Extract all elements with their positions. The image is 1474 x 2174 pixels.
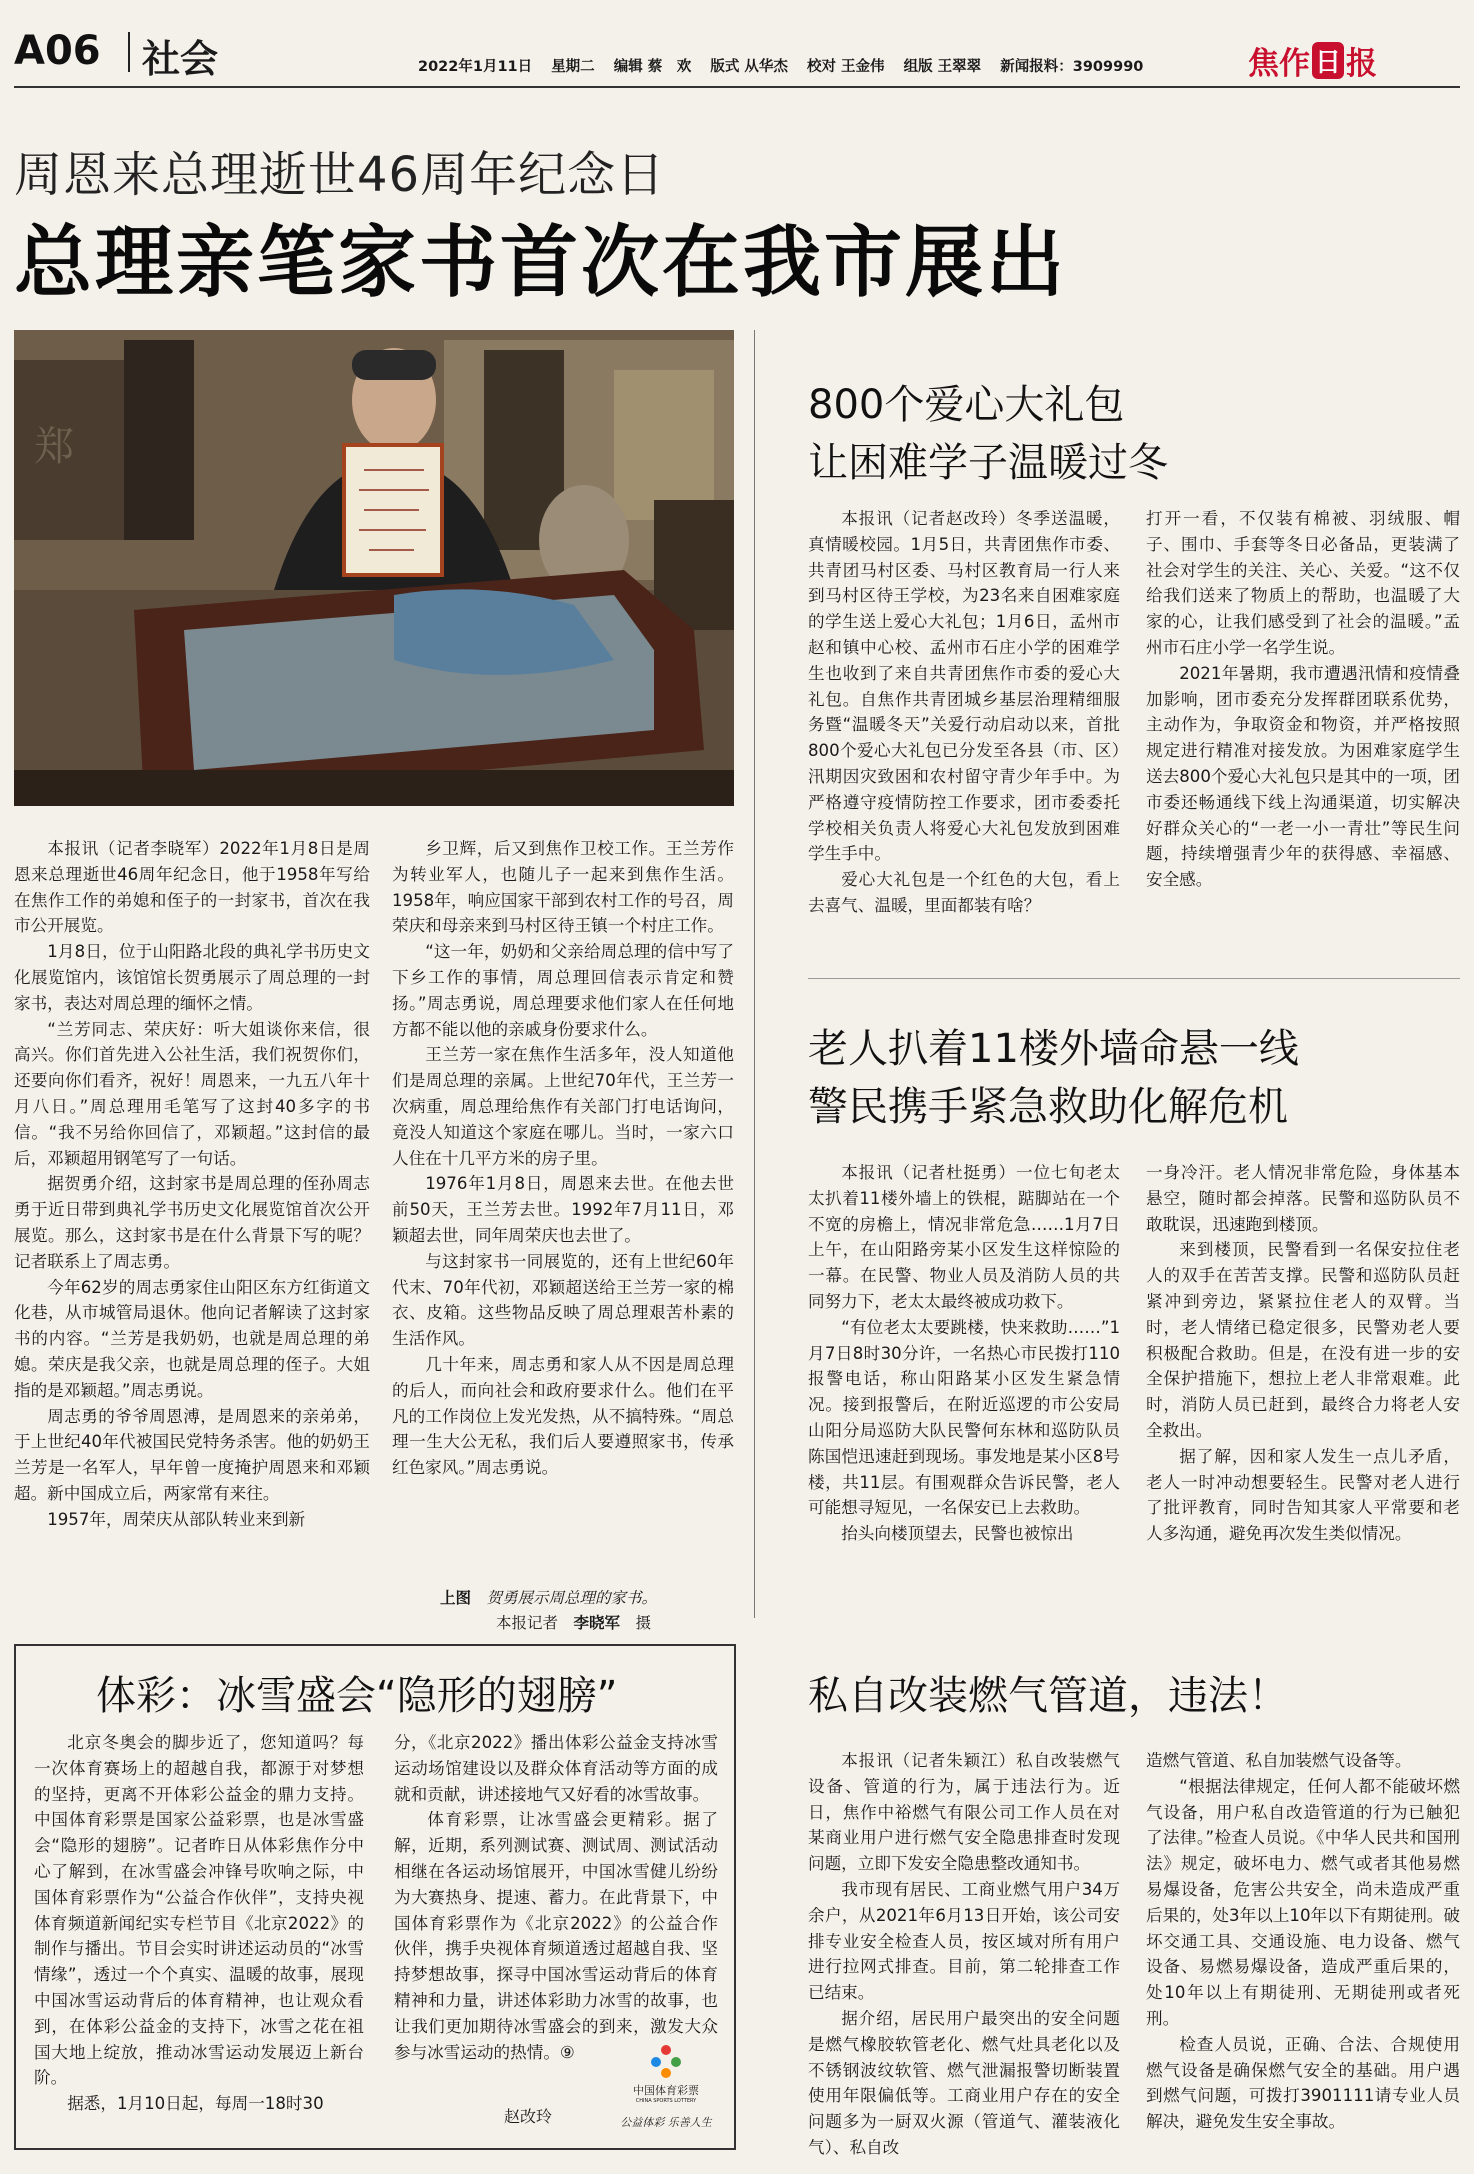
page-number: A06 [14,28,101,74]
group-credit: 组版 王翠翠 [903,59,982,75]
story3-paragraph: 来到楼顶，民警看到一名保安拉住老人的双手在苦苦支撑。民警和巡防队员赶紧冲到旁边，紧紧拉住老人的双臂。当时，老人情绪已稳定很多，民警劝老人要积极配合救助。但是，在没有进一步的安全保护措施下，想拉上老人非常艰难。此时，消防人员已赶到，最终合力将老人安全救出。 [1146,1240,1460,1440]
story5-paragraph: “根据法律规定，任何人都不能破坏燃气设备，用户私自改造管道的行为已触犯了法律。”检查人员说。《中华人民共和国刑法》规定，破坏电力、燃气或者其他易燃易爆设备，危害公共安全，尚未造成严重后果的，处3年以上10年以下有期徒刑。破坏交通工具、交通设施、电力设备、燃气设备、易燃易爆设备，造成严重后果的，处10年以上有期徒刑、无期徒刑或者死刑。 [1146,1776,1460,2028]
story5-paragraph: 检查人员说，正确、合法、合规使用燃气设备是确保燃气安全的基础。用户遇到燃气问题，可拨打3901111请专业人员解决，避免发生安全事故。 [1146,2034,1460,2132]
story3-paragraph: 抬头向楼顶望去，民警也被惊出 [841,1524,1074,1544]
lead-column-2 [392,836,734,1481]
lead-paragraph: “兰芳同志、荣庆好：听大姐谈你来信，很高兴。你们首先进入公社生活，我们祝贺你们，还要向你们看齐，祝好！周恩来，一九五八年十月八日。”周总理用毛笔写了这封40多字的书信。“我不另给你回信了，邓颖超。”这封信的最后，邓颖超用钢笔写了一句话。 [14,1019,370,1168]
lead-column-1 [14,836,370,1533]
lead-paragraph: 乡卫辉，后又到焦作卫校工作。王兰芳作为转业军人，也随儿子一起来到焦作生活。1958年，响应国家干部到农村工作的号召，周荣庆和母亲来到马村区待王镇一个村庄工作。 [392,839,734,936]
lead-paragraph: 1月8日，位于山阳路北段的典礼学书历史文化展览馆内，该馆馆长贺勇展示了周总理的一封家书，表达对周总理的缅怀之情。 [14,942,370,1013]
lead-photo [14,330,734,806]
lead-paragraph: 据贺勇介绍，这封家书是周总理的侄孙周志勇于近日带到典礼学书历史文化展览馆首次公开展览。那么，这封家书是在什么背景下写的呢？记者联系上了周志勇。 [14,1174,370,1271]
story2-title: 800个爱心大礼包 让困难学子温暖过冬 [808,382,1168,486]
header-info [418,55,1157,76]
lottery-logo-text: 中国体育彩票 [633,2084,699,2097]
issue-date: 2022年1月11日 [418,59,533,75]
layout-credit: 版式 从华杰 [710,59,788,75]
story3-column-1 [808,1160,1120,1547]
story5-paragraph: 我市现有居民、工商业燃气用户34万余户，从2021年6月13日开始，该公司安排专业安全检查人员，按区域对所有用户进行拉网式排查。目前，第二轮排查工作已结束。 [808,1879,1120,2003]
photo-caption: 上图 贺勇展示周总理的家书。 本报记者 李晓军 摄 [440,1589,658,1632]
lead-paragraph: 本报讯（记者李晓军）2022年1月8日是周恩来总理逝世46周年纪念日，他于1958年写给在焦作工作的弟媳和侄子的一封家书，首次在我市公开展览。 [14,839,370,936]
lead-headline: 总理亲笔家书首次在我市展出 [14,218,1068,308]
story2-paragraph: 本报讯（记者赵改玲）冬季送温暖，真情暖校园。1月5日，共青团焦作市委、共青团马村区委、马村区教育局一行人来到马村区待王学校，为23名来自困难家庭的学生送上爱心大礼包；1月6日，孟州市赵和镇中心校、孟州市石庄小学的困难学生也收到了来自共青团焦作市委的爱心大礼包。自焦作共青团城乡基层治理精细服务暨“温暖冬天”关爱行动启动以来，首批800个爱心大礼包已分发至各县（市、区）汛期因灾致困和农村留守青少年手中。为严格遵守疫情防控工作要求，团市委委托学校相关负责人将爱心大礼包发放到困难学生手中。 [808,509,1120,864]
story2-paragraph: 打开一看，不仅装有棉被、羽绒服、帽子、围巾、手套等冬日必备品，更装满了社会对学生的关注、关心、关爱。“这不仅给我们送来了物质上的帮助，也温暖了大家的心，让我们感受到了社会的温暖。”孟州市石庄小学一名学生说。 [1146,509,1460,657]
story3-paragraph: 一身冷汗。老人情况非常危险，身体基本悬空，随时都会掉落。民警和巡防队员不敢耽误，迅速跑到楼顶。 [1146,1163,1460,1234]
page-header [0,0,1474,88]
weekday: 星期二 [551,59,595,75]
story5-paragraph: 本报讯（记者朱颖江）私自改装燃气设备、管道的行为，属于违法行为。近日，焦作中裕燃气有限公司工作人员在对某商业用户进行燃气安全隐患排查时发现问题，立即下发安全隐患整改通知书。 [808,1751,1120,1874]
photo-man-with-letter [14,330,734,806]
hotline: 新闻报料：3909990 [1000,59,1144,75]
story3-paragraph: 本报讯（记者杜挺勇）一位七旬老太太扒着11楼外墙上的铁棍，踮脚站在一个不宽的房檐上，情况非常危急……1月7日上午，在山阳路旁某小区发生这样惊险的一幕。在民警、物业人员及消防人员的共同努力下，老太太最终被成功救下。 [808,1163,1120,1311]
story5-column-1 [808,1748,1120,2161]
story5-paragraph: 造燃气管道、私自加装燃气设备等。 [1146,1751,1412,1770]
newspaper-logo: 焦作 日 报 [1248,40,1377,80]
lead-paragraph: 1976年1月8日，周恩来去世。在他去世前50天，王兰芳去世。1992年7月11日，邓颖超去世，同年周荣庆也去世了。 [392,1174,734,1245]
story4-paragraph: 据悉，1月10日起，每周一18时30 [67,2094,324,2114]
story3-title: 老人扒着11楼外墙命悬一线 警民携手紧急救助化解危机 [808,1026,1299,1130]
lottery-logo-sub: CHINA SPORTS LOTTERY [635,2098,697,2104]
story4-title: 体彩：冰雪盛会“隐形的翅膀” [96,1673,618,1719]
story3-column-2 [1146,1160,1460,1547]
section-name: 社会 [142,37,219,81]
lottery-logo [606,2040,726,2130]
story4-column-1 [34,1730,364,2117]
story4-paragraph: 北京冬奥会的脚步近了，您知道吗？每一次体育赛场上的超越自我，都源于对梦想的坚持，更离不开体彩公益金的鼎力支持。中国体育彩票是国家公益彩票，也是冰雪盛会“隐形的翅膀”。记者昨日从体彩焦作分中心了解到，在冰雪盛会冲锋号吹响之际，中国体育彩票作为“公益合作伙伴”，支持央视体育频道新闻纪实专栏节目《北京2022》的制作与播出。节目会实时讲述运动员的“冰雪情缘”，透过一个个真实、温暖的故事，展现中国冰雪运动背后的体育精神，也让观众看到，在体彩公益金的支持下，冰雪之花在祖国大地上绽放，推动冰雪运动发展迈上新台阶。 [34,1733,364,2088]
lottery-slogan: 公益体彩 乐善人生 [620,2116,712,2129]
lead-paragraph: 几十年来，周志勇和家人从不因是周总理的后人，而向社会和政府要求什么。他们在平凡的工作岗位上发光发热，从不搞特殊。“周总理一生大公无私，我们后人要遵照家书，传承红色家风。”周志勇说。 [392,1354,734,1478]
lead-kicker: 周恩来总理逝世46周年纪念日 [14,147,666,203]
proof-credit: 校对 王金伟 [807,59,885,75]
logo-badge: 日 [1312,42,1344,79]
photo-credit-name: 李晓军 [573,1614,621,1632]
lead-paragraph: 周志勇的爷爷周恩溥，是周恩来的亲弟弟，于上世纪40年代被国民党特务杀害。他的奶奶王兰芳是一名军人，早年曾一度掩护周恩来和邓颖超。新中国成立后，两家常有来往。 [14,1406,370,1503]
lead-paragraph: “这一年，奶奶和父亲给周总理的信中写了下乡工作的事情，周总理回信表示肯定和赞扬。”周志勇说，周总理要求他们家人在任何地方都不能以他的亲戚身份要求什么。 [392,942,734,1039]
lead-paragraph: 1957年，周荣庆从部队转业来到新 [47,1509,306,1529]
lead-paragraph: 今年62岁的周志勇家住山阳区东方红街道文化巷，从市城管局退休。他向记者解读了这封家书的内容。“兰芳是我奶奶，也就是周总理的弟媳。荣庆是我父亲，也就是周总理的侄子。大姐指的是邓颖超。”周志勇说。 [14,1277,370,1400]
story4-paragraph: 分，《北京2022》播出体彩公益金支持冰雪运动场馆建设以及群众体育活动等方面的成就和贡献，讲述接地气又好看的冰雪故事。 [394,1733,718,1804]
story4-column-2 [394,1730,718,2065]
story5-paragraph: 据介绍，居民用户最突出的安全问题是燃气橡胶软管老化、燃气灶具老化以及不锈钢波纹软管、燃气泄漏报警切断装置使用年限偏低等。工商业用户存在的安全问题多为一厨双火源（管道气、灌装液化气）、私自改 [808,2008,1120,2157]
story2-column-1 [808,506,1120,919]
story3-paragraph: 据了解，因和家人发生一点儿矛盾，老人一时冲动想要轻生。民警对老人进行了批评教育，同时告知其家人平常要和老人多沟通，避免再次发生类似情况。 [1146,1446,1460,1544]
story3-paragraph: “有位老太太要跳楼，快来救助……”1月7日8时30分许，一名热心市民拨打110报警电话，称山阳路某小区发生紧急情况。接到报警后，在附近巡逻的市公安局山阳分局巡防大队民警何东林和巡防队员陈国恺迅速赶到现场。事发地是某小区8号楼，共11层。有围观群众告诉民警，老人可能想寻短见，一名保安已上去救助。 [808,1317,1120,1518]
story4-paragraph: 体育彩票，让冰雪盛会更精彩。据了解，近期，系列测试赛、测试周、测试活动相继在各运动场馆展开，中国冰雪健儿纷纷为大赛热身、提速、蓄力。在此背景下，中国体育彩票作为《北京2022》的公益合作伙伴，携手央视体育频道透过超越自我、坚持梦想故事，探寻中国冰雪运动背后的体育精神和力量，讲述体彩助力冰雪的故事，也让我们更加期待冰雪盛会的到来，激发大众参与冰雪运动的热情。⑨ [394,1810,718,2062]
lead-paragraph: 与这封家书一同展览的，还有上世纪60年代末、70年代初，邓颖超送给王兰芳一家的棉衣、皮箱。这些物品反映了周总理艰苦朴素的生活作风。 [392,1251,734,1349]
photo-sign-text: 郑 [34,424,74,470]
story2-paragraph: 爱心大礼包是一个红色的大包，看上去喜气、温暖，里面都装有啥？ [808,870,1120,915]
lead-paragraph: 王兰芳一家在焦作生活多年，没人知道他们是周总理的亲属。上世纪70年代，王兰芳一次病重，周总理给焦作有关部门打电话询问，竟没人知道这个家庭在哪儿。当时，一家六口人住在十几平方米的房子里。 [392,1045,734,1168]
story2-paragraph: 2021年暑期，我市遭遇汛情和疫情叠加影响，团市委充分发挥群团联系优势，主动作为，争取资金和物资，并严格按照规定进行精准对接发放。为困难家庭学生送去800个爱心大礼包只是其中的一项，团市委还畅通线下线上沟通渠道，切实解决好群众关心的“一老一小一青壮”等民生问题，持续增强青少年的获得感、幸福感、安全感。 [1146,663,1460,890]
caption-label: 上图 [440,1589,472,1607]
story4-author: 赵改玲 [504,2107,553,2126]
editor: 编辑 蔡 欢 [613,59,692,75]
caption-text: 贺勇展示周总理的家书。 [486,1589,658,1607]
story5-title: 私自改装燃气管道，违法！ [808,1673,1288,1719]
story2-column-2 [1146,506,1460,893]
lottery-logo-icon [646,2040,686,2080]
story5-column-2 [1146,1748,1460,2135]
